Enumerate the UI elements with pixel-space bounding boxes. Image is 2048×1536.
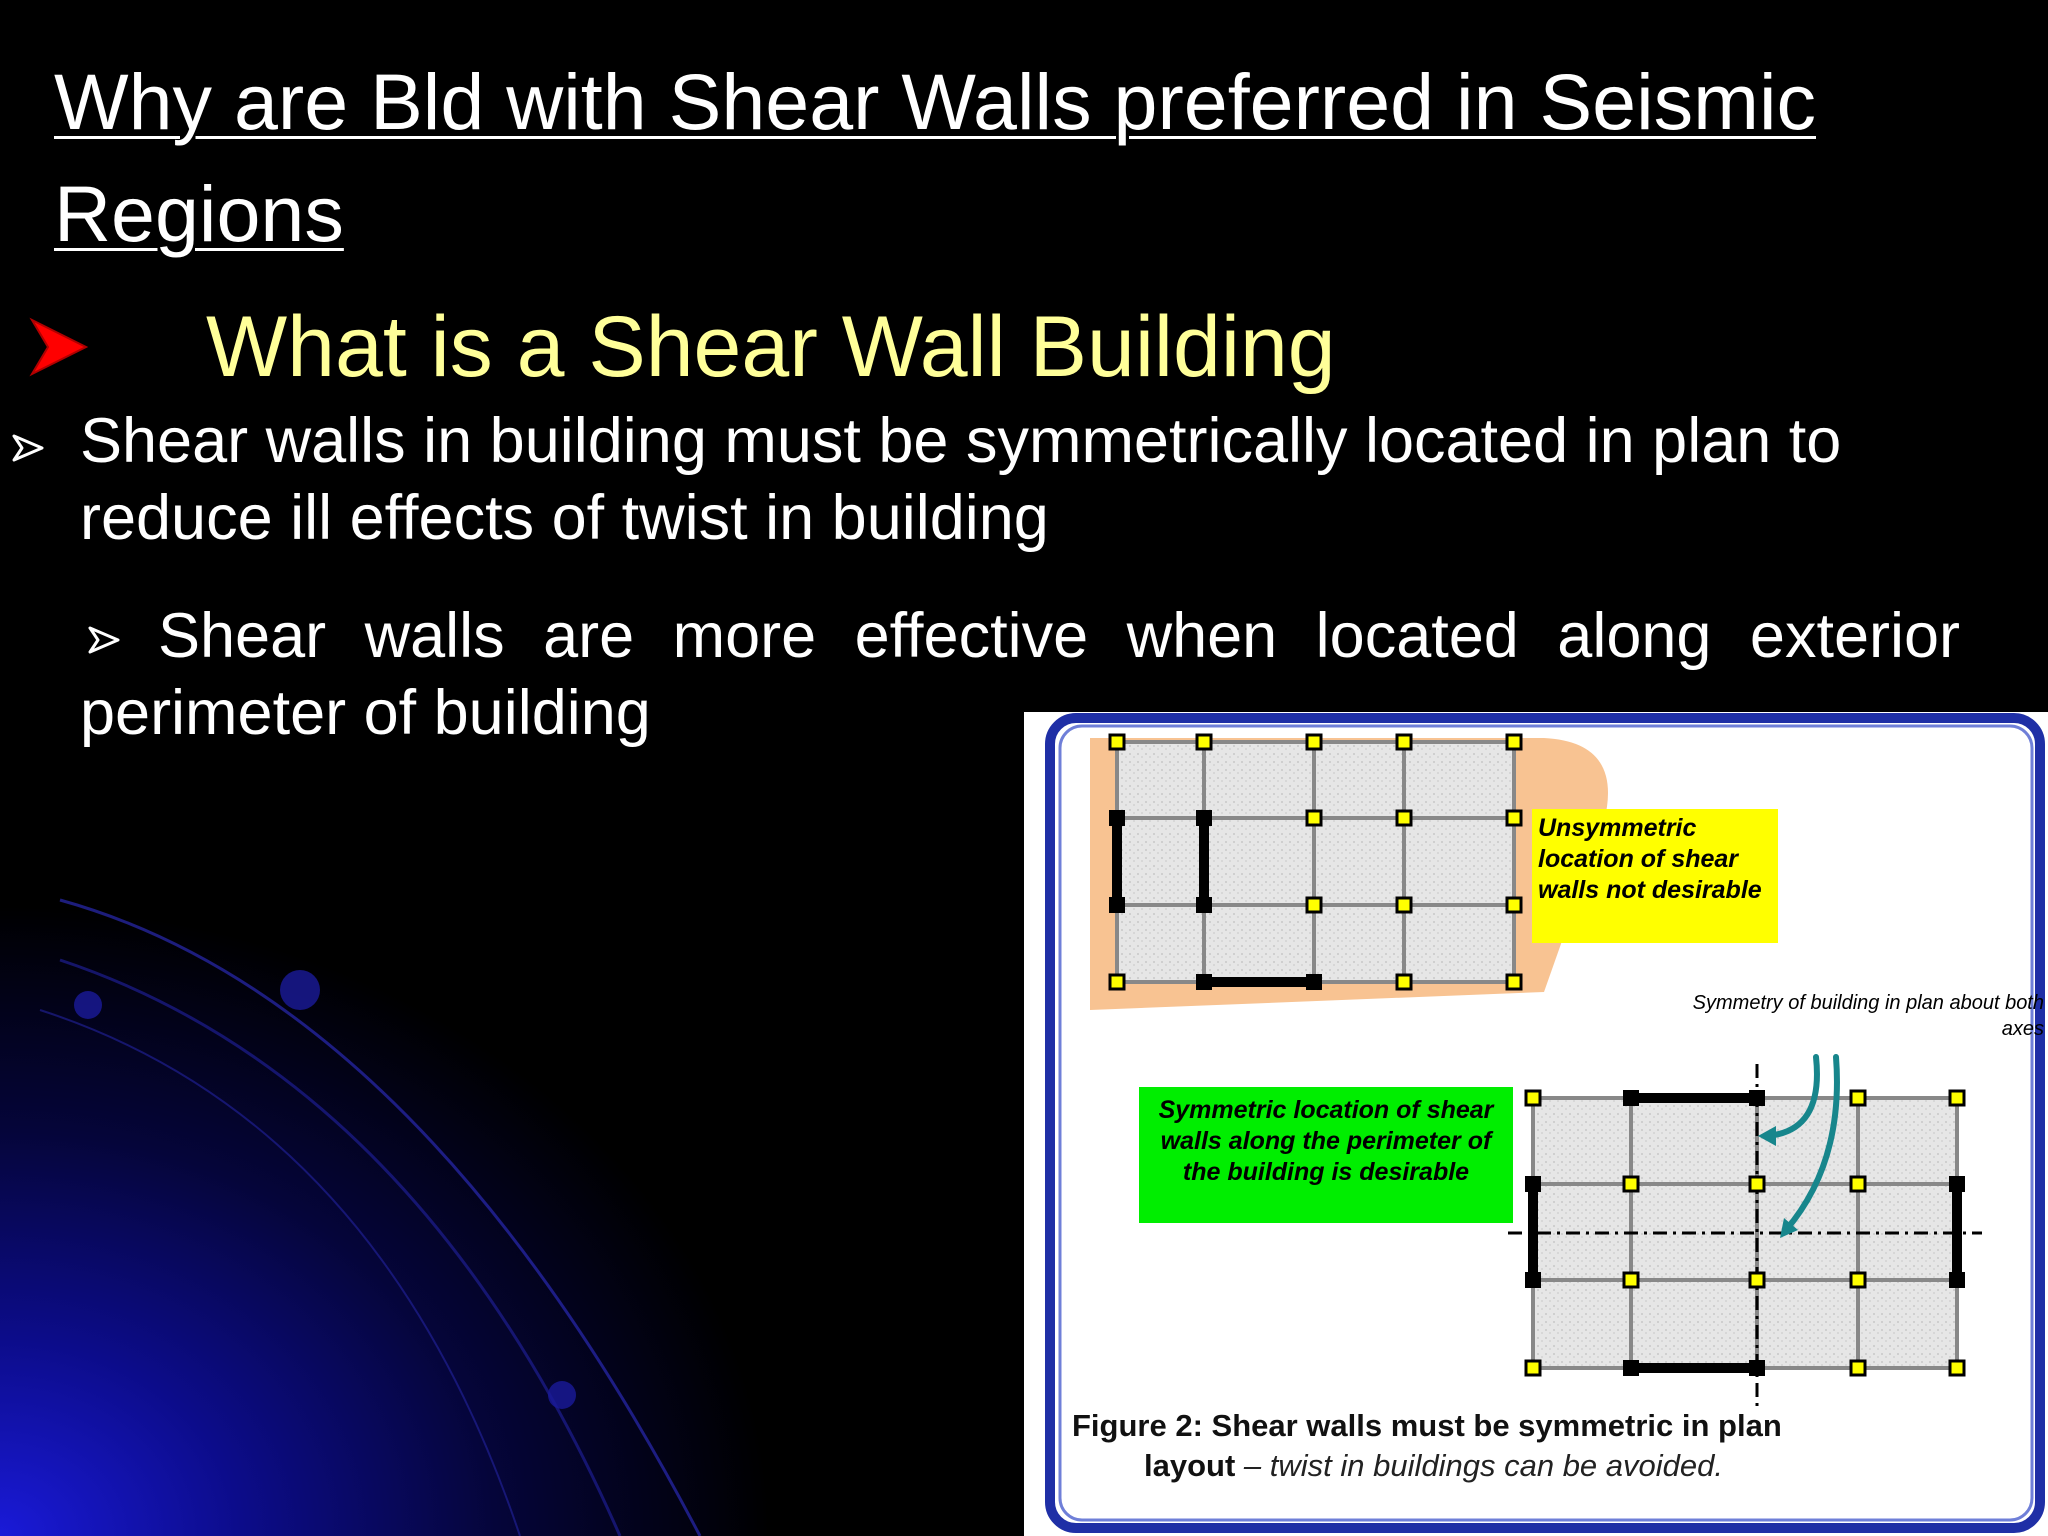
caption-line-2-bold: layout [1144,1448,1236,1483]
unsymmetric-label: Unsymmetric location of shear walls not desirable [1532,809,1778,943]
slide-title: Why are Bld with Shear Walls preferred in Seismic Regions [54,57,1816,258]
caption-line-1: Figure 2: Shear walls must be symmetric in plan [1072,1408,1782,1443]
symmetry-axes-label: Symmetry of building in plan about both axes [1692,992,2044,1040]
section-heading: What is a Shear Wall Building [206,298,1336,395]
figure-caption [1072,1406,2032,1486]
symmetric-label: Symmetric location of shear walls along the perimeter of the building is desirable [1139,1087,1513,1223]
caption-line-2-italic: – twist in buildings can be avoided. [1235,1448,1723,1483]
red-arrow-bullet-icon [24,312,94,382]
heading-row [24,292,1336,402]
bullet-item-1: Shear walls in building must be symmetrically located in plan to reduce ill effects of twist in building [80,406,1842,553]
bullet-item-2-text: Shear walls are more effective when located along exterior perimeter of building [80,601,1960,748]
arrow-bullet-icon [8,428,48,468]
shear-wall-figure [1024,712,2048,1536]
